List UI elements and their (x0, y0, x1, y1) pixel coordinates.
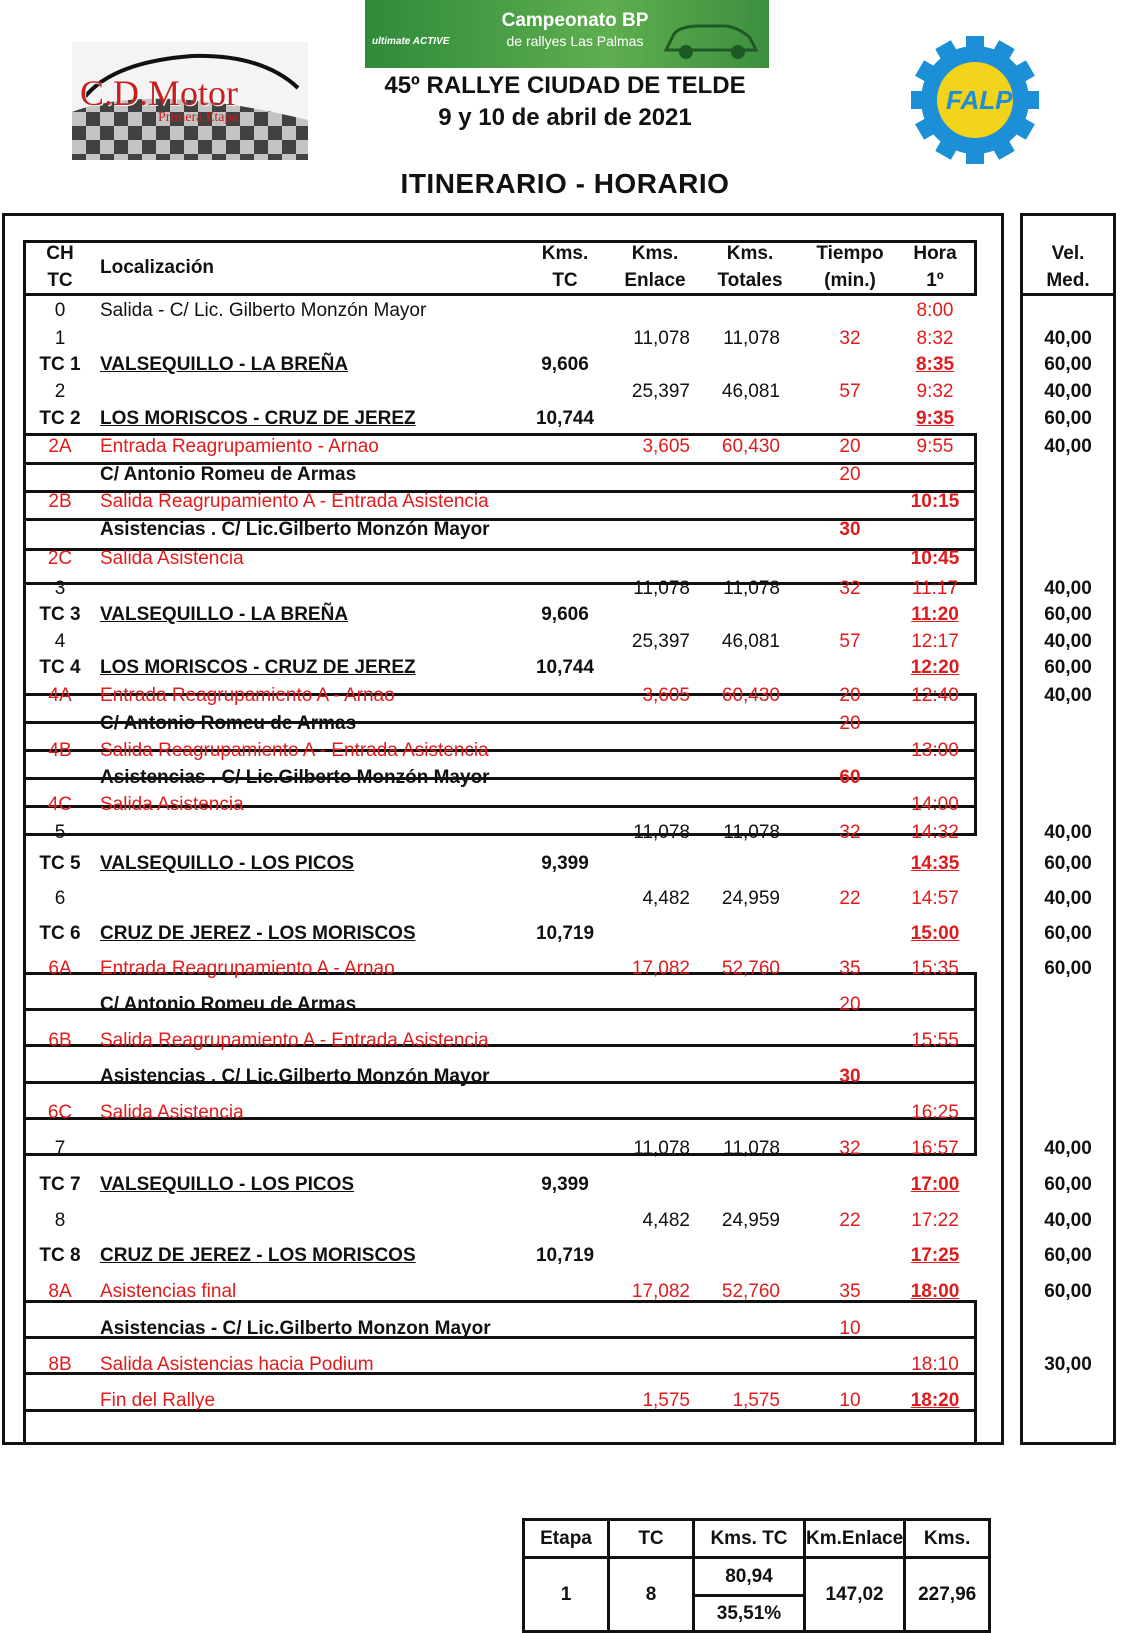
row-hora: 11:17 (911, 578, 959, 599)
row-vel: 60,00 (1044, 1281, 1092, 1302)
summary-etapa: 1 (524, 1558, 609, 1632)
row-hora: 9:35 (915, 408, 955, 429)
row-hora: 9:55 (916, 436, 954, 457)
row-enlace: 25,397 (631, 631, 690, 652)
row-enlace: 1,575 (642, 1390, 690, 1411)
row-vel: 60,00 (1044, 408, 1092, 429)
row-loc: Fin del Rallye (100, 1390, 216, 1411)
row-hora: 8:00 (916, 300, 954, 321)
header-hora-line1: Hora (913, 243, 957, 264)
sponsor-title: Campeonato BP (501, 10, 649, 31)
row-hora: 13:00 (911, 740, 959, 761)
row-loc: VALSEQUILLO - LOS PICOS (100, 853, 355, 874)
row-totales: 46,081 (721, 381, 780, 402)
row-hora: 14:00 (911, 794, 959, 815)
row-tiempo: 57 (839, 381, 861, 402)
header-tiempo-line1: Tiempo (816, 243, 884, 264)
row-hora: 16:25 (911, 1102, 959, 1123)
row-vel: 40,00 (1044, 328, 1092, 349)
row-enlace: 17,082 (631, 1281, 690, 1302)
row-enlace: 17,082 (631, 958, 690, 979)
row-vel: 60,00 (1044, 923, 1092, 944)
row-loc: Salida Reagrupamiento A - Entrada Asistencia (100, 740, 489, 761)
row-enlace: 11,078 (633, 822, 690, 843)
row-vel: 40,00 (1044, 888, 1092, 909)
row-hora: 18:00 (910, 1281, 960, 1302)
row-loc: Salida Asistencia (100, 794, 244, 815)
row-tiempo: 30 (839, 1066, 861, 1087)
row-loc: Entrada Reagrupamiento A - Arnao (100, 958, 395, 979)
header-vel-line1: Vel. (1051, 243, 1085, 264)
cd-motor-logo-subtitle: Primera Etapa (158, 110, 238, 125)
row-loc: LOS MORISCOS - CRUZ DE JEREZ (100, 657, 416, 678)
row-ch: TC 6 (39, 923, 81, 944)
header-hora-line2: 1º (926, 270, 944, 291)
header-kms-tc (520, 240, 610, 294)
row-hora: 14:57 (911, 888, 959, 909)
row-hora: 12:40 (911, 685, 959, 706)
row-vel: 40,00 (1044, 578, 1092, 599)
row-ch: 4B (48, 740, 72, 761)
row-loc: Salida Reagrupamiento A - Entrada Asistencia (100, 1030, 489, 1051)
row-vel: 40,00 (1044, 436, 1092, 457)
header-ch-tc (24, 240, 96, 294)
header-tc: TC (47, 270, 73, 291)
row-loc: VALSEQUILLO - LOS PICOS (100, 1174, 355, 1195)
summary-table (522, 1518, 991, 1633)
row-ch: TC 4 (39, 657, 81, 678)
row-vel: 40,00 (1044, 822, 1092, 843)
header-tiempo-line2: (min.) (824, 270, 876, 291)
header-kms-tc-line2: TC (552, 270, 578, 291)
row-vel: 40,00 (1044, 1210, 1092, 1231)
row-loc: Salida Asistencia (100, 548, 244, 569)
row-totales: 24,959 (721, 1210, 780, 1231)
row-hora: 9:32 (916, 381, 954, 402)
header-vel-line2: Med. (1046, 270, 1090, 291)
row-loc: Salida - C/ Lic. Gilberto Monzón Mayor (100, 300, 427, 321)
row-tiempo: 10 (839, 1318, 861, 1339)
row-enlace: 11,078 (633, 328, 690, 349)
row-vel: 60,00 (1044, 1174, 1092, 1195)
row-ch: TC 8 (39, 1245, 81, 1266)
row-hora: 17:00 (910, 1174, 960, 1195)
row-ch: 6C (47, 1102, 73, 1123)
row-loc: Salida Asistencia (100, 1102, 244, 1123)
row-totales: 52,760 (721, 958, 780, 979)
row-ch: 2 (54, 381, 66, 402)
row-kmtc: 9,399 (541, 1174, 589, 1195)
row-tiempo: 20 (839, 713, 861, 734)
row-tiempo: 32 (839, 822, 861, 843)
row-ch: 5 (54, 822, 66, 843)
row-ch: TC 7 (39, 1174, 81, 1195)
row-kmtc: 9,606 (541, 354, 589, 375)
header-hora (890, 240, 980, 294)
row-hora: 14:32 (911, 822, 959, 843)
row-tiempo: 20 (839, 685, 861, 706)
row-vel: 60,00 (1044, 354, 1092, 375)
summary-km-enlace: 147,02 (805, 1558, 905, 1632)
row-ch: 1 (54, 328, 66, 349)
row-enlace: 4,482 (642, 1210, 690, 1231)
rally-dates: 9 y 10 de abril de 2021 (438, 104, 692, 131)
row-ch: 8A (48, 1281, 72, 1302)
summary-header-kms: Kms. (905, 1520, 990, 1558)
row-hora: 16:57 (911, 1138, 959, 1159)
row-loc: CRUZ DE JEREZ - LOS MORISCOS (100, 1245, 416, 1266)
sponsor-brand: ultimate ACTIVE (372, 36, 450, 47)
row-ch: 8B (48, 1354, 72, 1375)
row-hora: 12:20 (910, 657, 960, 678)
row-totales: 46,081 (721, 631, 780, 652)
summary-kms-tc-percent: 35,51% (694, 1596, 805, 1632)
row-tiempo: 20 (839, 436, 861, 457)
row-loc: CRUZ DE JEREZ - LOS MORISCOS (100, 923, 416, 944)
row-ch: 4 (54, 631, 66, 652)
row-ch: 6A (48, 958, 72, 979)
row-tiempo: 20 (839, 464, 861, 485)
row-totales: 60,430 (721, 685, 780, 706)
header-kms-enlace-line2: Enlace (624, 270, 686, 291)
row-totales: 11,078 (723, 578, 780, 599)
row-vel: 40,00 (1044, 381, 1092, 402)
row-loc: VALSEQUILLO - LA BREÑA (100, 354, 349, 375)
row-tiempo: 35 (839, 1281, 861, 1302)
row-vel: 60,00 (1044, 958, 1092, 979)
row-tiempo: 32 (839, 1138, 861, 1159)
header-kms-totales-line2: Totales (717, 270, 783, 291)
row-enlace: 11,078 (633, 1138, 690, 1159)
row-kmtc: 10,744 (535, 657, 595, 678)
row-enlace: 25,397 (631, 381, 690, 402)
summary-tc: 8 (609, 1558, 694, 1632)
row-hora: 12:17 (911, 631, 959, 652)
row-ch: 2B (48, 491, 72, 512)
row-loc: C/ Antonio Romeu de Armas (100, 464, 357, 485)
sponsor-subtitle: de rallyes Las Palmas (506, 33, 644, 49)
row-vel: 30,00 (1044, 1354, 1092, 1375)
row-vel: 60,00 (1044, 853, 1092, 874)
row-loc: Entrada Reagrupamiento A - Arnao (100, 685, 395, 706)
row-enlace: 4,482 (642, 888, 690, 909)
summary-header-etapa: Etapa (524, 1520, 609, 1558)
summary-header-tc: TC (609, 1520, 694, 1558)
row-enlace: 11,078 (633, 578, 690, 599)
row-ch: 2A (48, 436, 72, 457)
row-hora: 17:25 (910, 1245, 960, 1266)
row-hora: 18:20 (910, 1390, 960, 1411)
row-ch: 4C (47, 794, 73, 815)
row-vel: 40,00 (1044, 631, 1092, 652)
row-vel: 60,00 (1044, 1245, 1092, 1266)
row-hora: 17:22 (911, 1210, 959, 1231)
row-tiempo: 22 (839, 1210, 861, 1231)
row-tiempo: 20 (839, 994, 861, 1015)
row-ch: TC 1 (39, 354, 81, 375)
row-loc: Asistencias - C/ Lic.Gilberto Monzon Mayor (100, 1318, 491, 1339)
row-tiempo: 35 (839, 958, 861, 979)
row-hora: 10:45 (910, 548, 960, 569)
cd-motor-logo-text: C.D.Motor (80, 73, 239, 113)
header-localizacion: Localización (100, 257, 215, 278)
header-tiempo (805, 240, 895, 294)
row-ch: 6 (54, 888, 66, 909)
row-ch: 3 (54, 578, 66, 599)
row-loc: Salida Asistencias hacia Podium (100, 1354, 374, 1375)
row-tiempo: 22 (839, 888, 861, 909)
row-kmtc: 10,719 (535, 1245, 595, 1266)
row-totales: 1,575 (732, 1390, 780, 1411)
row-loc: C/ Antonio Romeu de Armas (100, 713, 357, 734)
row-hora: 8:32 (916, 328, 954, 349)
header-kms-tc-line1: Kms. (541, 243, 589, 264)
header-ch: CH (46, 243, 74, 264)
falp-logo (905, 35, 1045, 165)
row-hora: 8:35 (915, 354, 955, 375)
header-vel-med (1022, 240, 1114, 294)
summary-kms: 227,96 (905, 1558, 990, 1632)
summary-header-km-enlace: Km.Enlace (805, 1520, 905, 1558)
row-ch: 6B (48, 1030, 72, 1051)
row-ch: TC 2 (39, 408, 81, 429)
row-loc: Entrada Reagrupamiento - Arnao (100, 436, 379, 457)
row-loc: C/ Antonio Romeu de Armas (100, 994, 357, 1015)
row-ch: 8 (54, 1210, 66, 1231)
row-kmtc: 9,606 (541, 604, 589, 625)
header-kms-enlace-line1: Kms. (631, 243, 679, 264)
header-kms-totales (705, 240, 795, 294)
row-totales: 52,760 (721, 1281, 780, 1302)
row-totales: 24,959 (721, 888, 780, 909)
falp-logo-text: FALP (946, 85, 1013, 115)
row-kmtc: 10,719 (535, 923, 595, 944)
cd-motor-logo (72, 42, 308, 160)
header-kms-enlace (610, 240, 700, 294)
row-hora: 15:35 (911, 958, 959, 979)
row-hora: 11:20 (911, 604, 959, 625)
summary-header-kms-tc: Kms. TC (694, 1520, 805, 1558)
row-hora: 14:35 (910, 853, 960, 874)
row-enlace: 3,605 (642, 436, 690, 457)
row-hora: 15:00 (910, 923, 960, 944)
row-totales: 11,078 (723, 822, 780, 843)
row-loc: Salida Reagrupamiento A - Entrada Asistencia (100, 491, 489, 512)
row-tiempo: 32 (839, 328, 861, 349)
row-hora: 15:55 (911, 1030, 959, 1051)
row-ch: 7 (54, 1138, 66, 1159)
row-loc: Asistencias . C/ Lic.Gilberto Monzón Mayor (100, 1066, 490, 1087)
row-vel: 40,00 (1044, 1138, 1092, 1159)
row-hora: 18:10 (911, 1354, 959, 1375)
row-kmtc: 9,399 (541, 853, 589, 874)
rally-name: 45º RALLYE CIUDAD DE TELDE (384, 72, 746, 99)
row-loc: VALSEQUILLO - LA BREÑA (100, 604, 349, 625)
row-loc: Asistencias . C/ Lic.Gilberto Monzón Mayor (100, 767, 490, 788)
row-hora: 10:15 (910, 491, 960, 512)
row-vel: 40,00 (1044, 685, 1092, 706)
row-tiempo: 57 (839, 631, 861, 652)
row-ch: TC 5 (39, 853, 81, 874)
row-tiempo: 32 (839, 578, 861, 599)
row-totales: 11,078 (723, 328, 780, 349)
row-loc: Asistencias final (100, 1281, 237, 1302)
row-ch: 4A (48, 685, 72, 706)
row-ch: 2C (47, 548, 73, 569)
header-kms-totales-line1: Kms. (726, 243, 774, 264)
row-totales: 60,430 (721, 436, 780, 457)
row-loc: Asistencias . C/ Lic.Gilberto Monzón Mayor (100, 519, 490, 540)
row-kmtc: 10,744 (535, 408, 595, 429)
row-ch: TC 3 (39, 604, 81, 625)
document-title: ITINERARIO - HORARIO (400, 168, 730, 199)
row-vel: 60,00 (1044, 657, 1092, 678)
row-tiempo: 30 (839, 519, 861, 540)
summary-kms-tc: 80,94 (694, 1558, 805, 1596)
row-tiempo: 60 (839, 767, 861, 788)
row-ch: 0 (54, 300, 66, 321)
row-vel: 60,00 (1044, 604, 1092, 625)
row-loc: LOS MORISCOS - CRUZ DE JEREZ (100, 408, 416, 429)
row-tiempo: 10 (839, 1390, 861, 1411)
row-enlace: 3,605 (642, 685, 690, 706)
row-totales: 11,078 (723, 1138, 780, 1159)
